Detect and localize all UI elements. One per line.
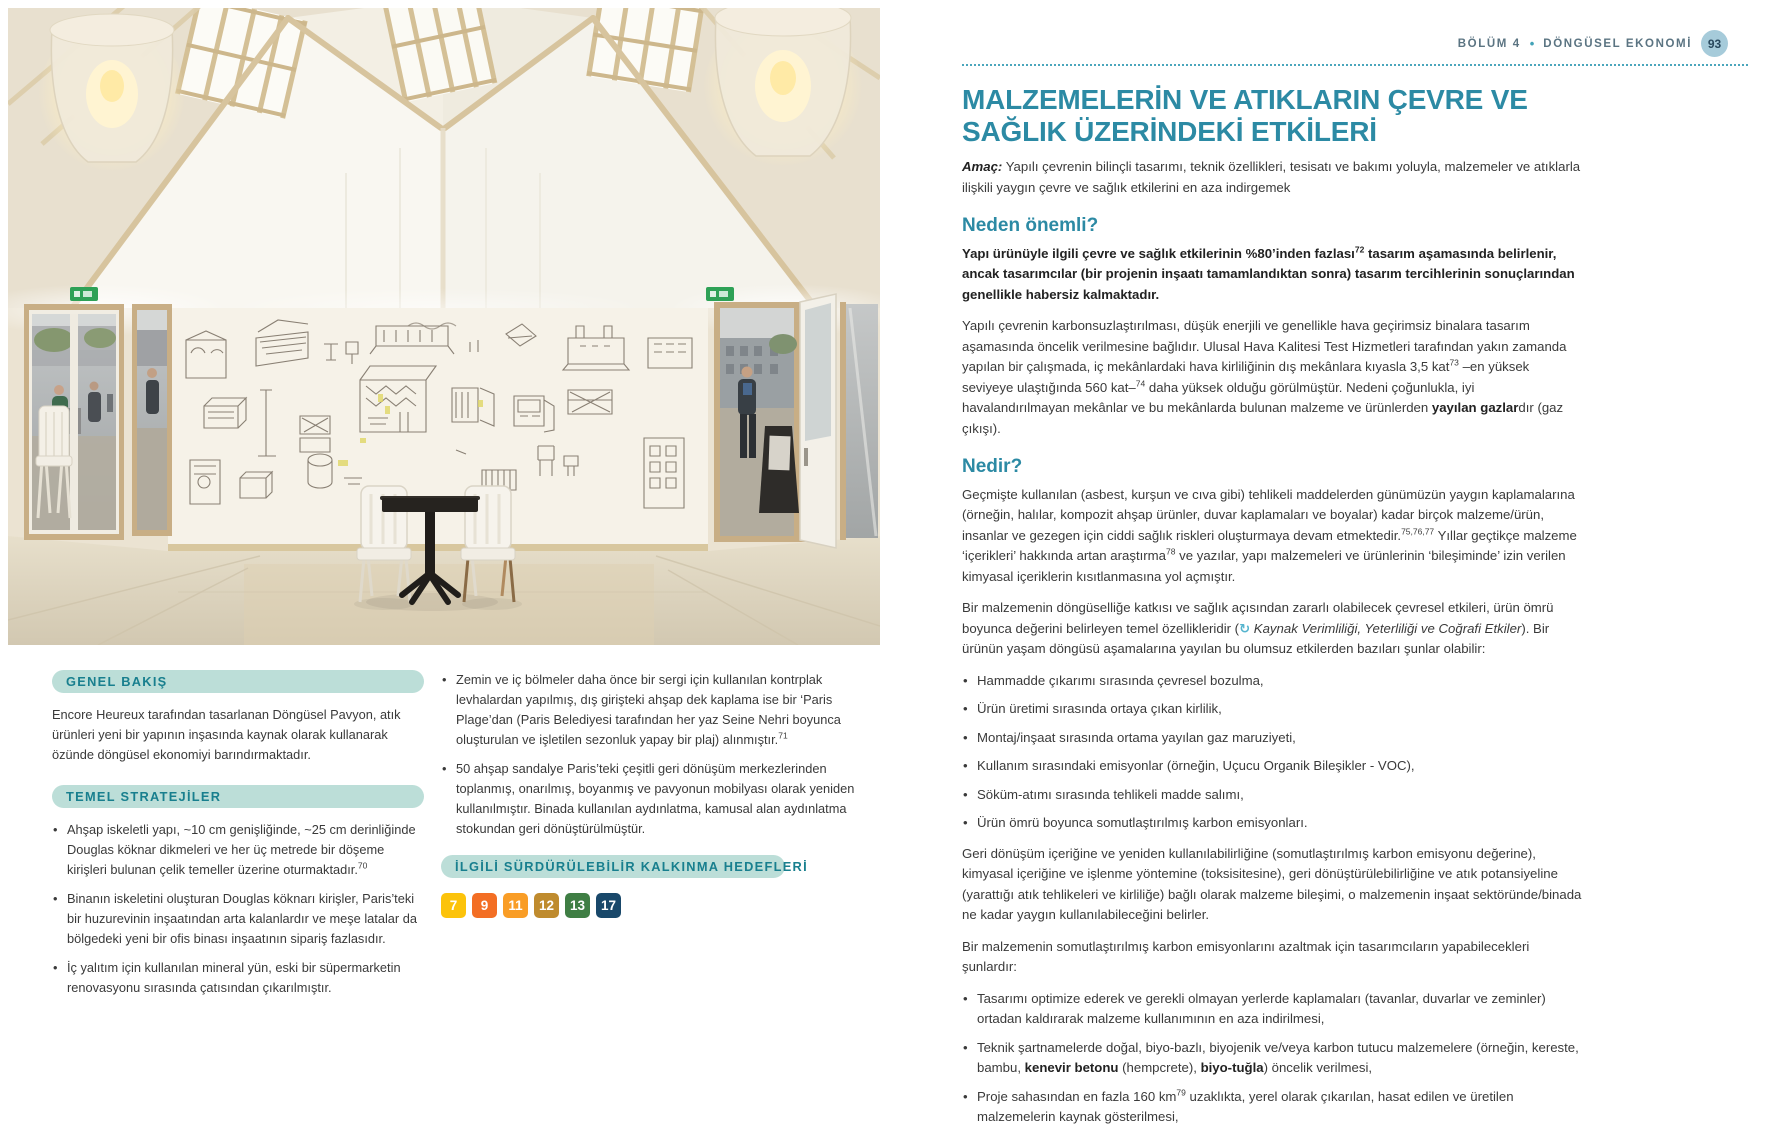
list-item: • 50 ahşap sandalye Paris’teki çeşitli geri dönüşüm merkezlerinden toplanmış, onarılmış, boyanmış ve pavyonun mobilyası olarak yeniden kullanılmıştır. Binada kullanılan aydınlatma, kamusal alan aydınlatma stokundan geri dönüştürülmüştür. [441,759,859,839]
list-item: • Kullanım sırasındaki emisyonlar (örneğin, Uçucu Organik Bileşikler - VOC), [962,756,1582,777]
sdg-badge-7: 7 [441,893,466,918]
body-paragraph: Bir malzemenin döngüselliğe katkısı ve sağlık açısından zararlı olabilecek çevresel etkileri, ürün ömrü boyunca değerini belirleyen temel özellikleridir (↻ Kaynak Verimliliği, Yeterliliği ve Coğrafi Etkiler). Bir ürünün yaşam döngüsü aşamalarına yayılan bu olumsuz etkilerden bazıları şunlar olabilir: [962,600,1554,657]
body-paragraph: Yapılı çevrenin karbonsuzlaştırılması, düşük enerjili ve genellikle hava geçirimsiz binalara tasarım aşamasında öncelik verilmesine bağlıdır. Ulusal Hava Kalitesi Test Hizmetleri tarafından yakın zamanda yapılan bir çalışmada, iç mekânlardaki hava kirliliğinin dış mekânlara kıyasla 3,5 kat$^{73}$ –en yüksek seviyeye ulaştığında 560 kat–$^{74}$ daha yüksek olduğu görülmüştür. Nedeni çoğunlukla, iyi havalandırılmayan mekânlar ve bu mekânlarda bulunan malzeme ve ürünlerden yayılan gazlardır (gaz çıkışı). [962,318,1567,436]
list-item: • Ürün ömrü boyunca somutlaştırılmış karbon emisyonları. [962,813,1582,834]
section-heading-why: Neden önemli? [962,215,1099,237]
left-column-overview [52,670,424,1007]
sidelight-right [840,302,878,540]
list-item: • Ürün üretimi sırasında ortaya çıkan kirlilik, [962,699,1582,720]
dotted-rule [962,64,1748,66]
strategy-bullet-list-1 [52,820,424,998]
strategies-heading-pill [52,785,424,808]
sdg-badge-13: 13 [565,893,590,918]
impact-bullet-list [962,671,1582,834]
strategy-bullet-list-2 [441,670,859,839]
pendant-lamp-left [38,14,186,180]
list-item: • Zemin ve iç bölmeler daha önce bir sergi için kullanılan kontrplak levhalardan yapılmış, dış girişteki ahşap dek kaplama ise bir ‘Paris Plage’dan (Paris Belediyesi tarafından her yaz Seine Nehri boyunca oluşturulan ve işletilen sezonluk yapay bir plaj) alınmıştır.$^{71}$ [441,670,859,750]
article-body [962,72,1582,1136]
running-head [962,30,1748,57]
list-item: • Hammadde çıkarımı sırasında çevresel bozulma, [962,671,1582,692]
sdg-badge-17: 17 [596,893,621,918]
body-paragraph: Geri dönüşüm içeriğine ve yeniden kullanılabilirliğine (somutlaştırılmış karbon emisyonu değerine), kimyasal içeriğine ve işlenme yöntemine (toksisitesine), geri dönüştürülebilirliğine ve atık potansiyeline (yarattığı atık tehlikeleri ve kirliliğe) bağlı olarak malzeme bileşimi, o malzemenin inşaat sektöründe/binada ne kadar yaygın kullanılabileceğini belirler. [962,845,1582,923]
left-column-strategies [441,670,859,918]
lead-paragraph: Yapı ürünüyle ilgili çevre ve sağlık etkilerinin %80’inden fazlası$^{72}$ tasarım aşamasında belirlenir, ancak tasarımcılar (bir projenin inşaatı tamamlandıktan sonra) tasarım tercihlerinin sonuçlarından genellikle habersiz kalmaktadır. [962,244,1575,302]
purpose-paragraph: Amaç: Yapılı çevrenin bilinçli tasarımı, teknik özellikleri, tesisatı ve bakımı yoluyla, malzemeler ve atıklarla ilişkili yaygın çevre ve sağlık etkilerini en aza indirgemek [962,159,1581,195]
sdg-heading: İLGİLİ SÜRDÜRÜLEBİLİR KALKINMA HEDEFLERİ [455,858,808,874]
list-item: • Proje sahasından en fazla 160 $km^{79}$ uzaklıkta, yerel olarak çıkarılan, hasat edilen ve üretilen malzemelerin kaynak gösterilmesi, [962,1087,1582,1128]
list-item: • Teknik şartnamelerde doğal, biyo-bazlı, biyojenik ve/veya karbon tutucu malzemelere (örneğin, kereste, bambu, kenevir betonu (hempcrete), biyo-tuğla) öncelik verilmesi, [962,1038,1582,1079]
overview-heading-pill [52,670,424,693]
exit-sign-right [706,287,734,301]
sketch-wall [168,308,708,551]
page-number-badge: 93 [1701,30,1728,57]
list-item: • Montaj/inşaat sırasında ortama yayılan gaz maruziyeti, [962,728,1582,749]
separator-dot: • [1529,36,1535,51]
list-item: • Tasarımı optimize ederek ve gerekli olmayan yerlerde kaplamaları (tavanlar, duvarlar ve zeminler) ortadan kaldırarak malzeme kullanımının en aza indirilmesi, [962,989,1582,1030]
section-label: DÖNGÜSEL EKONOMİ [1543,37,1692,50]
page-header [962,30,1748,66]
list-item: • Söküm-atımı sırasında tehlikeli madde salımı, [962,785,1582,806]
designer-bullet-list [962,989,1582,1128]
pavilion-photo [8,8,880,645]
section-heading-what: Nedir? [962,456,1023,478]
body-paragraph: Bir malzemenin somutlaştırılmış karbon emisyonlarını azaltmak için tasarımcıların yapabilecekleri şunlardır: [962,938,1530,975]
sdg-badge-row [441,893,859,918]
overview-heading: GENEL BAKIŞ [66,673,168,689]
side-door-left [132,304,172,536]
list-item: • Ahşap iskeletli yapı, ~10 cm genişliğinde, ~25 cm derinliğinde Douglas köknar dikmeleri ve her üç metrede bir döşeme kirişleri bulunan çelik temeller üzerine oturmaktadır.$^{70}$ [52,820,424,880]
strategies-heading: TEMEL STRATEJİLER [66,788,222,804]
sdg-badge-9: 9 [472,893,497,918]
pendant-lamp-right [703,8,863,175]
article-title: MALZEMELERİN VE ATIKLARIN ÇEVRE VE SAĞLIK ÜZERİNDEKİ ETKİLERİ [962,84,1528,147]
sdg-heading-pill [441,855,808,878]
sdg-badge-11: 11 [503,893,528,918]
list-item: • İç yalıtım için kullanılan mineral yün, eski bir süpermarketin renovasyonu sırasında çatısından çıkarılmıştır. [52,958,424,998]
body-paragraph: Geçmişte kullanılan (asbest, kurşun ve cıva gibi) tehlikeli maddelerden günümüzün yaygın kaplamalarına (örneğin, halılar, kompozit ahşap ürünler, duvar kaplamaları ve boyalar) kadar birçok malzeme/ürün, insanlar ve gezegen için ciddi sağlık riskleri oluşturmaya devam etmektedir.$^{75,76,77}$ Yıllar geçtikçe malzeme ‘içerikleri’ hakkında artan araştırma$^{78}$ ve yazılar, yapı malzemeleri ve ürünlerinin ‘bileşiminde’ izin verilen kimyasal içeriklerin kısıtlanmasına yol açmıştır. [962,486,1577,584]
overview-paragraph: Encore Heureux tarafından tasarlanan Döngüsel Pavyon, atık ürünleri yeni bir yapının inşasında kaynak olarak kullanarak özünde döngüsel ekonomiyi barındırmaktadır. [52,707,401,762]
entrance-door-right [714,294,836,548]
exit-sign-left [70,287,98,301]
sdg-badge-12: 12 [534,893,559,918]
pavilion-photo-art [8,8,880,645]
list-item: • Binanın iskeletini oluşturan Douglas köknarı kirişler, Paris’teki bir huzurevinin inşaatından arta kalanlardır ve meşe latalar da bölgedeki yeni bir ofis binası inşaatının sipariş fazlasıdır. [52,889,424,949]
chapter-label: BÖLÜM 4 [1457,37,1521,50]
